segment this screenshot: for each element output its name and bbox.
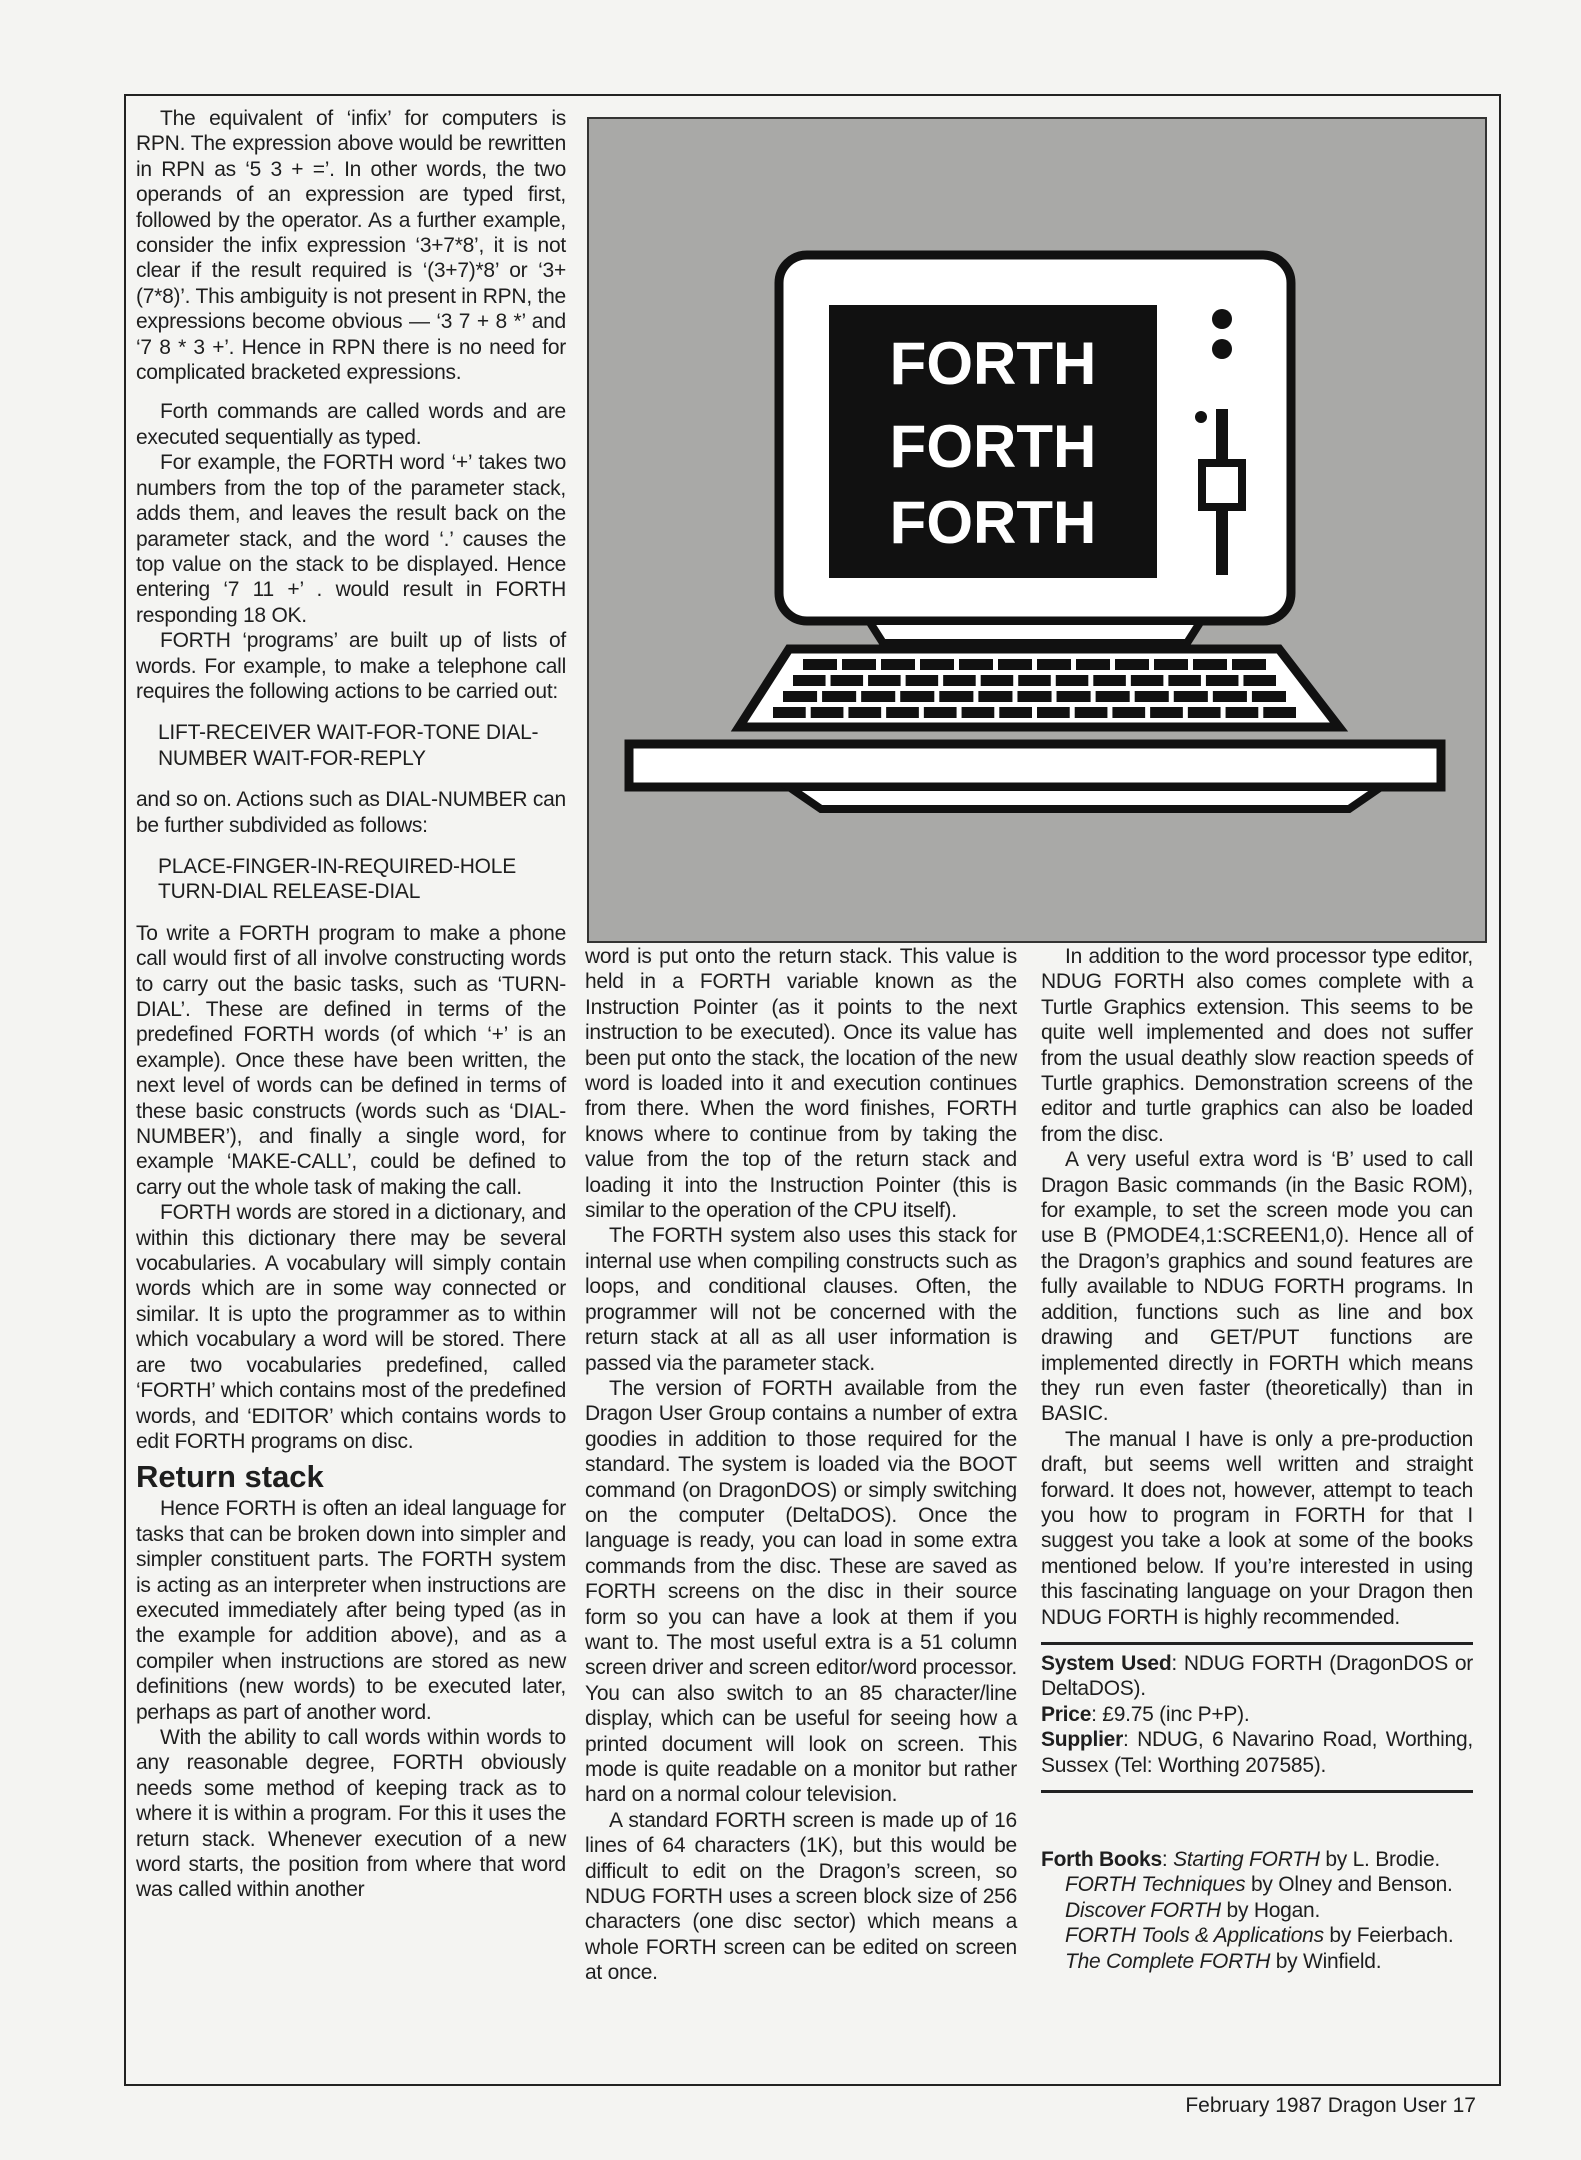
keyboard-key	[842, 659, 876, 670]
keyboard-key	[1232, 659, 1266, 670]
keyboard-key	[1150, 707, 1183, 718]
value: : £9.75 (inc P+P).	[1091, 1702, 1250, 1726]
keyboard-key	[1096, 691, 1130, 702]
keyboard-key	[939, 691, 973, 702]
book-item	[1041, 1872, 1473, 1897]
keyboard-key	[868, 675, 901, 686]
paragraph: The version of FORTH available from the Dragon User Group contains a number of extra goodies in addition to those required for the standard. The system is loaded via the BOOT command (on DragonDOS) or simply switching on the computer (DeltaDOS). Once the language is ready, you can load in some extra commands from the disc. These are saved as FORTH screens on the disc in their source form so you can have a look at them if you want to. The most useful extra is a 51 column screen driver and screen editor/word processor. You can also switch to an 85 character/line display, which can be useful for seeing how a printed document will look on screen. This mode is quite readable on a monitor but rather hard on a normal colour television.	[585, 1376, 1017, 1807]
system-used	[1041, 1651, 1473, 1702]
label: Forth Books	[1041, 1848, 1162, 1871]
keyboard-key	[1135, 691, 1169, 702]
paragraph: A very useful extra word is ‘B’ used to call Dragon Basic commands (in the Basic ROM), for example, to set the screen mode you can use B (PMODE4,1:SCREEN1,0). Hence all of the Dragon’s graphics and sound features are fully available to NDUG FORTH programs. In addition, functions such as line and box drawing and GET/PUT functions are implemented directly in FORTH which means they run even faster (theoretically) than in BASIC.	[1041, 1148, 1473, 1426]
keyboard-key	[1131, 675, 1164, 686]
left-column	[136, 106, 566, 1903]
screen-line: FORTH	[889, 330, 1097, 397]
value: : NDUG, 6 Navarino Road, Worthing, Sussex (Tel: Worthing 207585).	[1041, 1728, 1473, 1777]
keyboard-key	[1112, 707, 1145, 718]
keyboard-key	[1168, 675, 1201, 686]
keyboard-key	[1076, 659, 1110, 670]
keyboard-key	[978, 691, 1012, 702]
paragraph: The manual I have is only a pre-production draft, but seems well written and straight forward. It does not, however, attempt to teach you how to program in FORTH for that I suggest you take a look at some of the books mentioned below. If you’re interested in using this fascinating language on your Dragon then NDUG FORTH is highly recommended.	[1041, 1427, 1473, 1629]
keyboard-key	[900, 691, 934, 702]
keyboard-key	[831, 675, 864, 686]
screen-line: FORTH	[889, 413, 1097, 480]
keyboard-key	[886, 707, 919, 718]
keyboard-key	[1037, 707, 1070, 718]
keyboard-key	[1243, 675, 1276, 686]
book-author: by Hogan.	[1220, 1898, 1321, 1922]
keyboard-key	[783, 691, 817, 702]
book-title: Starting FORTH	[1173, 1848, 1320, 1871]
keyboard-key	[1154, 659, 1188, 670]
paragraph: word is put onto the return stack. This value is held in a FORTH variable known as the Instruction Pointer (as it points to the next instruction to be executed). Once its value has been put onto the stack, the location of the new word is loaded into it and execution continues from there. When the word finishes, FORTH knows where to continue from by taking the value from the top of the return stack and loading it into the Instruction Pointer (this is similar to the operation of the CPU itself).	[585, 945, 1017, 1223]
keyboard-key	[1018, 675, 1051, 686]
keyboard-key	[861, 691, 895, 702]
divider	[1041, 1790, 1473, 1793]
book-title: Discover FORTH	[1065, 1898, 1221, 1922]
book-item	[1041, 1949, 1473, 1974]
paragraph: FORTH words are stored in a dictionary, and within this dictionary there may be several vocabularies. A vocabulary will simply contain words which are in some way connected or similar. It is upto the programmer as to within which vocabulary a word will be stored. There are two vocabularies predefined, called ‘FORTH’ which contains most of the predefined words, and ‘EDITOR’ which contains words to edit FORTH programs on disc.	[136, 1201, 566, 1453]
keyboard-key	[803, 659, 837, 670]
paragraph: To write a FORTH program to make a phone call would first of all involve constructing words to carry out the basic tasks, such as ‘TURN-DIAL’. These are defined in terms of the predefined FORTH words (of which ‘+’ is an example). Once these have been written, the next level of words can be defined in terms of these basic constructs (words such as ‘DIAL-NUMBER’), and finally a single word, for example ‘MAKE-CALL’, could be defined to carry out the whole task of making the call.	[136, 921, 566, 1199]
keyboard-key	[881, 659, 915, 670]
code-example: LIFT-RECEIVER WAIT-FOR-TONE DIAL-NUMBER WAIT-FOR-REPLY	[158, 721, 539, 770]
code-example: PLACE-FINGER-IN-REQUIRED-HOLE TURN-DIAL RELEASE-DIAL	[158, 854, 516, 904]
keyboard-key	[1206, 675, 1239, 686]
label: Price	[1041, 1702, 1092, 1726]
keyboard-key	[1174, 691, 1208, 702]
paragraph: The FORTH system also uses this stack for internal use when compiling constructs such as loops, and conditional clauses. Often, the programmer will not be concerned with the return stack at all as all user information is passed via the parameter stack.	[585, 1224, 1017, 1375]
keyboard-key	[999, 707, 1032, 718]
value: : NDUG FORTH (DragonDOS or DeltaDOS).	[1041, 1651, 1473, 1701]
product-info-box	[1041, 1642, 1473, 1793]
keyboard-key	[811, 707, 844, 718]
keyboard-key	[1037, 659, 1071, 670]
right-column	[1041, 944, 1473, 1974]
screen-line: FORTH	[889, 489, 1097, 556]
keyboard-key	[773, 707, 806, 718]
keyboard-key	[1263, 707, 1296, 718]
keyboard-key	[1226, 707, 1259, 718]
paragraph: A standard FORTH screen is made up of 16 lines of 64 characters (1K), but this would be difficult to edit on the Dragon’s screen, so NDUG FORTH uses a screen block size of 256 characters (one disc sector) which means a whole FORTH screen can be edited on screen at once.	[585, 1808, 1017, 1985]
label: Supplier	[1041, 1728, 1124, 1752]
paragraph: For example, the FORTH word ‘+’ takes two numbers from the top of the parameter stack, adds them, and leaves the result back on the parameter stack, and the word ‘.’ causes the top value on the stack to be displayed. Hence entering ‘7 11 +’ . would result in FORTH responding 18 OK.	[136, 451, 566, 627]
label: System Used	[1041, 1651, 1172, 1675]
price	[1041, 1702, 1473, 1727]
forth-books-list	[1041, 1847, 1473, 1974]
middle-column	[585, 944, 1017, 1986]
book-author: by Feierbach.	[1323, 1924, 1454, 1948]
keyboard-key	[998, 659, 1032, 670]
paragraph: With the ability to call words within words to any reasonable degree, FORTH obviously needs some method of keeping track as to where it is within a program. For this it uses the return stack. Whenever execution of a new word starts, the position from where that word was called within another	[136, 1725, 566, 1902]
keyboard-key	[1115, 659, 1149, 670]
keyboard-key	[924, 707, 957, 718]
keyboard-key	[1057, 691, 1091, 702]
paragraph: Hence FORTH is often an ideal language for tasks that can be broken down into simpler and simpler constituent parts. The FORTH system is acting as an interpreter when instructions are executed immediately after being typed (as in the example for addition above), and as a compiler when instructions are stored as new definitions (new words) to be executed later, perhaps as part of another word.	[136, 1497, 566, 1724]
book-author: by L. Brodie.	[1319, 1848, 1440, 1871]
keyboard-key	[1093, 675, 1126, 686]
keyboard-key	[1193, 659, 1227, 670]
book-title: The Complete FORTH	[1065, 1949, 1271, 1973]
paragraph: In addition to the word processor type editor, NDUG FORTH also comes complete with a Turtle Graphics extension. This seems to be quite well implemented and does not suffer from the usual deathly slow reaction speeds of Turtle graphics. Demonstration screens of the editor and turtle graphics can also be loaded from the disc.	[1041, 945, 1473, 1146]
divider	[1041, 1642, 1473, 1645]
book-item	[1041, 1847, 1473, 1872]
keyboard-key	[1017, 691, 1051, 702]
book-author: by Olney and Benson.	[1245, 1873, 1453, 1897]
section-heading: Return stack	[136, 1459, 324, 1495]
keyboard-key	[848, 707, 881, 718]
supplier	[1041, 1727, 1473, 1778]
paragraph: The equivalent of ‘infix’ for computers is RPN. The expression above would be rewritten in RPN as ‘5 3 + =’. In other words, the two operands of an expression are typed first, followed by the operator. As a further example, consider the infix expression ‘3+7*8’, it is not clear if the result required is ‘(3+7)*8’ or ‘3+(7*8)’. This ambiguity is not present in RPN, the expressions become obvious — ‘3 7 + 8 *’ and ‘7 8 * 3 +’. Hence in RPN there is no need for complicated bracketed expressions.	[136, 107, 566, 385]
page-footer: February 1987 Dragon User 17	[1185, 2094, 1476, 2117]
paragraph: FORTH ‘programs’ are built up of lists of words. For example, to make a telephone call requires the following actions to be carried out:	[136, 629, 566, 703]
keyboard-key	[981, 675, 1014, 686]
book-title: FORTH Tools & Applications	[1065, 1924, 1324, 1948]
book-item	[1041, 1898, 1473, 1923]
keyboard-key	[793, 675, 826, 686]
keyboard-key	[822, 691, 856, 702]
keyboard-key	[920, 659, 954, 670]
computer-illustration	[587, 117, 1487, 943]
book-item	[1041, 1923, 1473, 1948]
keyboard-key	[1075, 707, 1108, 718]
paragraph: and so on. Actions such as DIAL-NUMBER can be further subdivided as follows:	[136, 788, 566, 837]
keyboard-key	[959, 659, 993, 670]
keyboard-key	[1252, 691, 1286, 702]
keyboard-key	[906, 675, 939, 686]
keyboard-key	[962, 707, 995, 718]
keyboard-key	[1213, 691, 1247, 702]
keyboard-key	[1056, 675, 1089, 686]
book-author: by Winfield.	[1270, 1949, 1382, 1973]
computer-icon	[589, 119, 1485, 941]
keyboard-key	[943, 675, 976, 686]
separator: :	[1161, 1848, 1174, 1871]
paragraph: Forth commands are called words and are executed sequentially as typed.	[136, 400, 566, 449]
keyboard-key	[1188, 707, 1221, 718]
book-title: FORTH Techniques	[1065, 1873, 1246, 1897]
